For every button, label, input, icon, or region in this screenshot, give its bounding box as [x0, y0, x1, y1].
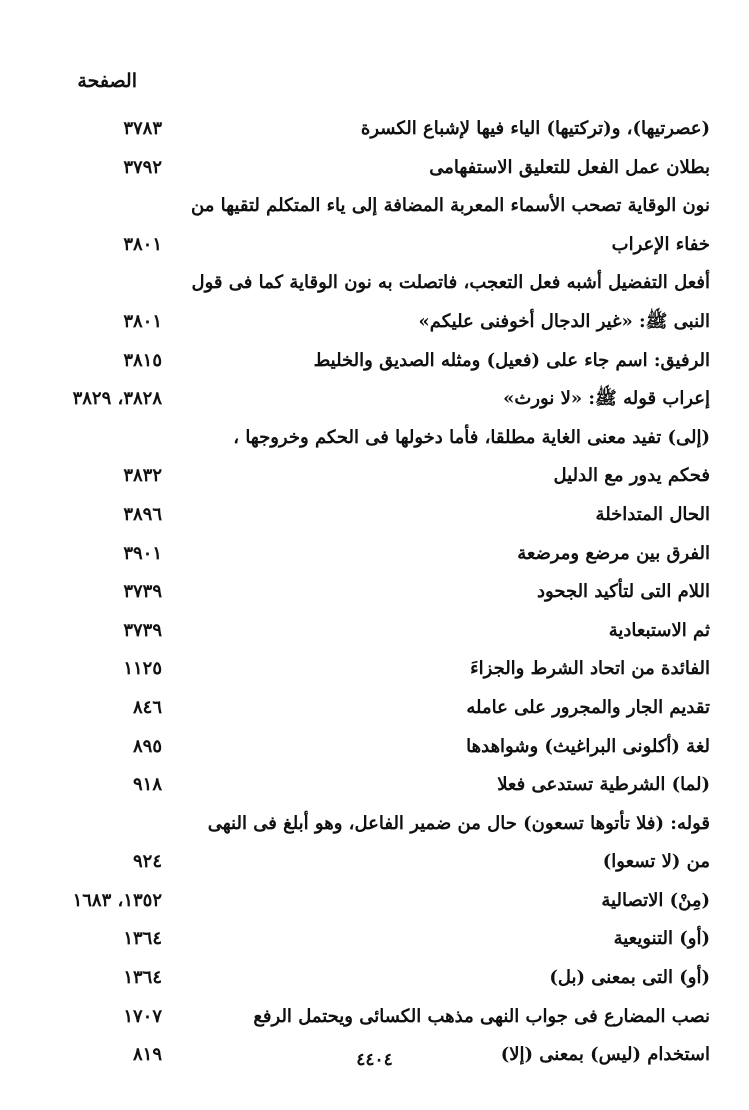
entry-text: إعراب قوله ﷺ: «لا نورث»: [503, 388, 710, 410]
index-entry: [40, 998, 710, 1037]
entry-page-number: ٣٨٠١: [123, 233, 162, 255]
entry-page-number: ١٧٠٧: [123, 1005, 162, 1027]
entry-text: (أو) التى بمعنى (بل): [549, 967, 710, 989]
entry-text: النبى ﷺ: «غير الدجال أخوفنى عليكم»: [418, 310, 710, 332]
entry-page-number: ١٣٦٤: [123, 967, 162, 989]
page-number: ٤٤٠٤: [356, 1050, 393, 1070]
entry-page-number: ١١٢٥: [123, 658, 162, 680]
index-entry: [40, 689, 710, 728]
index-entry: [40, 805, 710, 844]
entry-text: من (لا تسعوا): [602, 851, 710, 873]
index-entry: [40, 612, 710, 651]
entry-text: فحكم يدور مع الدليل: [553, 465, 710, 487]
entry-page-number: ١٣٥٢، ١٦٨٣: [72, 889, 162, 911]
entry-page-number: ٨١٩: [132, 1044, 162, 1066]
index-entry: [40, 920, 710, 959]
index-entry: [40, 303, 710, 342]
entry-page-number: ٣٨٢٨، ٣٨٢٩: [72, 388, 162, 410]
entry-text: قوله: (فلا تأتوها تسعون) حال من ضمير الفاعل، وهو أبلغ فى النهى: [207, 812, 710, 834]
entry-text: الرفيق: اسم جاء على (فعيل) ومثله الصديق والخليط: [313, 349, 710, 371]
entry-text: الفرق بين مرضع ومرضعة: [517, 542, 710, 564]
entry-text: استخدام (ليس) بمعنى (إلا): [500, 1044, 710, 1066]
index-entry: [40, 187, 710, 226]
entry-text: لغة (أكلونى البراغيث) وشواهدها: [466, 735, 710, 757]
entry-text: تقديم الجار والمجرور على عامله: [466, 696, 710, 718]
index-entry: [40, 573, 710, 612]
entry-text: نصب المضارع فى جواب النهى مذهب الكسائى ويحتمل الرفع: [253, 1005, 710, 1027]
entry-text: الفائدة من اتحاد الشرط والجزاءَ: [470, 658, 710, 680]
entry-page-number: ١٣٦٤: [123, 928, 162, 950]
entry-text: ثم الاستبعادية: [608, 619, 710, 641]
entry-text: خفاء الإعراب: [611, 233, 710, 255]
entry-page-number: ٩١٨: [132, 774, 162, 796]
index-entry: [40, 419, 710, 458]
entry-page-number: ٣٧٩٢: [123, 156, 162, 178]
entry-text: (عصرتيها)، و(تركتيها) الياء فيها لإشباع الكسرة: [360, 118, 710, 139]
entry-text: نون الوقاية تصحب الأسماء المعربة المضافة إلى ياء المتكلم لتقيها من: [191, 195, 710, 217]
entry-page-number: ٣٧٣٩: [123, 581, 162, 603]
index-entry: [40, 496, 710, 535]
index-entry: [40, 728, 710, 767]
entry-page-number: ٣٨٩٦: [123, 503, 162, 525]
entry-page-number: ٣٧٣٩: [123, 619, 162, 641]
index-entry: [40, 149, 710, 188]
index-entry: [40, 766, 710, 805]
entry-page-number: ٣٨٣٢: [123, 465, 162, 487]
entry-text: اللام التى لتأكيد الجحود: [537, 581, 710, 603]
index-entry: [40, 226, 710, 265]
entry-text: بطلان عمل الفعل للتعليق الاستفهامى: [429, 156, 710, 178]
entry-page-number: ٣٩٠١: [123, 542, 162, 564]
entry-text: (لما) الشرطية تستدعى فعلا: [497, 774, 710, 796]
index-entry: [40, 380, 710, 419]
index-entry: [40, 342, 710, 381]
entry-text: (أو) التنويعية: [613, 928, 710, 950]
index-entry: [40, 882, 710, 921]
entry-page-number: ٨٩٥: [132, 735, 162, 757]
entry-page-number: ٣٨١٥: [123, 349, 162, 371]
index-entry: [40, 959, 710, 998]
entry-text: أفعل التفضيل أشبه فعل التعجب، فاتصلت به نون الوقاية كما فى قول: [191, 272, 710, 294]
index-entry: [40, 110, 710, 149]
index-entry: [40, 264, 710, 303]
entry-text: (مِنْ) الاتصالية: [601, 889, 710, 911]
entry-page-number: ٣٨٠١: [123, 310, 162, 332]
index-entry: [40, 650, 710, 689]
index-entry: [40, 535, 710, 574]
index-entry: [40, 457, 710, 496]
entry-text: (إلى) تفيد معنى الغاية مطلقا، فأما دخولها فى الحكم وخروجها ،: [233, 426, 710, 448]
index-entry: [40, 843, 710, 882]
entry-page-number: ٩٢٤: [132, 851, 162, 873]
entry-page-number: ٣٧٨٣: [123, 118, 162, 139]
entry-text: الحال المتداخلة: [595, 503, 710, 525]
entry-page-number: ٨٤٦: [132, 696, 162, 718]
page-column-label: الصفحة: [77, 70, 137, 92]
index-entries: [40, 110, 710, 1075]
